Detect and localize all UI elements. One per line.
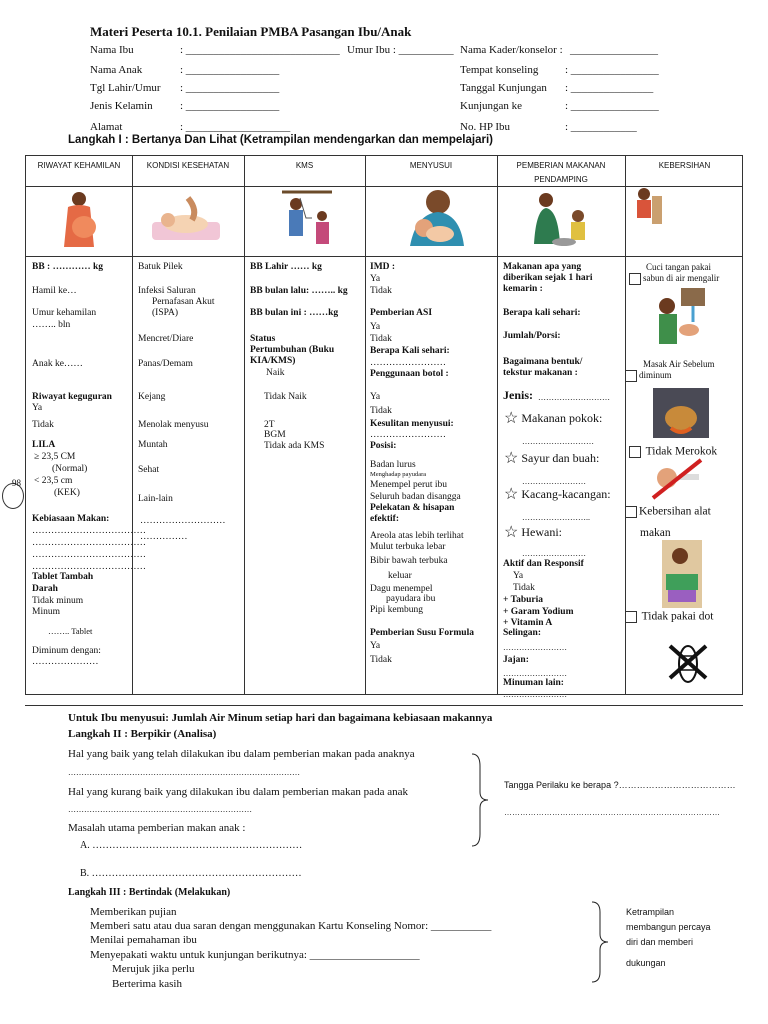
c5-aktif-tidak: Tidak (513, 583, 535, 593)
c6-masak-1: Masak Air Sebelum (643, 359, 715, 369)
ketrampilan-line-3: diri dan memberi (626, 937, 694, 947)
c3-bb-lahir: BB Lahir …… kg (250, 262, 322, 272)
c5-makanan-apa: Makanan apa yang (503, 262, 582, 272)
col-header-kondisi: KONDISI KESEHATAN (146, 161, 230, 170)
c5-taburia: + Taburia (503, 595, 544, 605)
c3-status: Status (250, 334, 276, 344)
c4-menempel: Menempel perut ibu (370, 480, 448, 490)
step3-item-3: Menilai pemahaman ibu (90, 934, 197, 946)
star-icon: ☆ (504, 486, 519, 503)
c1-minum: Minum (32, 607, 60, 617)
ketrampilan-note (626, 905, 711, 971)
col-header-kebersihan: KEBERSIHAN (658, 161, 711, 170)
c5-jenis-dots[interactable]: ……………………… (538, 393, 610, 402)
tidak-pakai-dot-checkbox[interactable] (625, 611, 637, 623)
label-alamat: Alamat (90, 121, 123, 133)
field-tanggal-kunjungan[interactable]: : _______________ (565, 82, 654, 94)
c4-dagu: Dagu menempel (370, 584, 433, 594)
c1-lila-kek-range: < 23,5 cm (34, 476, 73, 486)
star-icon: ☆ (504, 450, 519, 467)
c5-sayur: Sayur dan buah: (521, 450, 600, 465)
c1-dots-2[interactable]: ……………………………… (32, 538, 146, 548)
c4-imd-ya: Ya (370, 274, 381, 284)
c1-dots-3[interactable]: ……………………………… (32, 550, 146, 560)
c4-pelekatan: Pelekatan & hisapan (370, 503, 455, 513)
no-pacifier-icon (668, 640, 708, 686)
c4-pipi: Pipi kembung (370, 605, 424, 615)
field-kunjungan-ke[interactable]: : ________________ (565, 100, 659, 112)
c1-normal: (Normal) (52, 464, 88, 474)
c1-dots-4[interactable]: ……………………………… (32, 562, 146, 572)
field-tgl-lahir[interactable]: : _________________ (180, 82, 280, 94)
c4-seluruh: Seluruh badan disangga (370, 492, 461, 502)
c5-garam: + Garam Yodium (503, 607, 574, 617)
c2-kejang: Kejang (138, 392, 166, 402)
step2-kurang: Hal yang kurang baik yang dilakukan ibu dalam pemberian makan pada anak (68, 786, 408, 798)
c4-badan-lurus: Badan lurus (370, 460, 416, 470)
c4-botol-tidak: Tidak (370, 406, 392, 416)
c4-formula-tidak: Tidak (370, 655, 392, 665)
label-nama-anak: Nama Anak (90, 64, 143, 76)
field-nama-ibu[interactable]: : ____________________________ (180, 44, 340, 56)
c5-selingan: Selingan: (503, 628, 542, 638)
label-nama-ibu: Nama Ibu (90, 44, 134, 56)
step3-item-2: Memberi satu atau dua saran dengan menggunakan Kartu Konseling Nomor: ___________ (90, 920, 492, 932)
c2-infeksi: Infeksi Saluran (138, 286, 196, 296)
step2-b[interactable]: B. ……………………………………………………… (80, 868, 302, 879)
c2-ispa: (ISPA) (152, 308, 179, 318)
c4-bibir: Bibir bawah terbuka (370, 556, 448, 566)
c1-umur-kehamilan: Umur kehamilan (32, 308, 97, 318)
c4-menghadap: Menghadap payudara (370, 471, 427, 478)
c1-diminum-dots[interactable]: ………………… (32, 657, 99, 667)
c1-bb: BB : ………… kg (32, 262, 103, 272)
c5-hewani: Hewani: (521, 524, 562, 539)
c5-bagaimana: Bagaimana bentuk/ (503, 357, 583, 367)
field-nama-kader[interactable]: ________________ (570, 44, 658, 56)
c5-hewani-row (504, 526, 562, 540)
weighing-child-illustration (276, 188, 336, 250)
step3-item-4: Menyepakati waktu untuk kunjungan berikutnya: ____________________ (90, 949, 420, 961)
c1-kek: (KEK) (54, 488, 80, 498)
c6-masak-2: diminum (639, 370, 672, 381)
feeding-child-illustration (526, 188, 602, 250)
c5-sayur-dots[interactable]: …………………… (522, 477, 586, 486)
label-tgl-lahir: Tgl Lahir/Umur (90, 82, 161, 94)
right-brace-2 (470, 752, 490, 848)
c6-cuci-1: Cuci tangan pakai (646, 262, 711, 272)
c5-kemarin: kemarin : (503, 284, 543, 294)
c4-imd-tidak: Tidak (370, 286, 392, 296)
c4-botol-ya: Ya (370, 392, 381, 402)
step2-baik: Hal yang baik yang telah dilakukan ibu dalam pemberian makan pada anaknya (68, 748, 415, 760)
cuci-tangan-checkbox[interactable] (629, 273, 641, 285)
c1-riwayat-keguguran: Riwayat keguguran (32, 392, 112, 402)
c5-diberikan: diberikan sejak 1 hari (503, 273, 593, 283)
c4-berapa-kali: Berapa Kali sehari: (370, 346, 450, 356)
c5-minuman-dots[interactable]: …………………… (503, 690, 567, 699)
step2-title: Langkah II : Berpikir (Analisa) (68, 728, 217, 740)
col-header-kms: KMS (295, 161, 314, 170)
step2-masalah: Masalah utama pemberian makan anak : (68, 822, 246, 834)
c5-vitamin: + Vitamin A (503, 618, 553, 628)
star-icon: ☆ (504, 410, 519, 427)
c5-jajan-dots[interactable]: …………………… (503, 669, 567, 678)
field-umur-ibu[interactable]: Umur Ibu : __________ (347, 44, 454, 56)
kebersihan-alat-checkbox[interactable] (625, 506, 637, 518)
c5-jajan: Jajan: (503, 655, 529, 665)
c6-cuci-row (629, 273, 719, 285)
c4-posisi: Posisi: (370, 441, 397, 451)
c1-hamil: Hamil ke… (32, 286, 77, 296)
c4-payudara-ibu: payudara ibu (386, 594, 436, 604)
breastfeeding-illustration (402, 186, 466, 252)
c3-pertumbuhan: Pertumbuhan (Buku (250, 345, 335, 355)
field-jenis-kelamin[interactable]: : _________________ (180, 100, 280, 112)
c6-alat-2: makan (640, 527, 671, 539)
c6-rokok-row (629, 446, 717, 458)
c4-formula-ya: Ya (370, 641, 381, 651)
c1-dots-1[interactable]: ……………………………… (32, 526, 146, 536)
c4-botol: Penggunaan botol : (370, 369, 449, 379)
step2-kurang-dots[interactable]: …………………………………………………………… (68, 805, 252, 814)
c4-asi-tidak: Tidak (370, 334, 392, 344)
ketrampilan-line-2: membangun percaya (626, 922, 711, 932)
handwashing-water-illustration (651, 288, 709, 356)
c1-anak-ke: Anak ke…… (32, 359, 83, 369)
margin-number: 98 (12, 478, 21, 488)
col-header-menyusui: MENYUSUI (409, 161, 453, 170)
c5-makanan-pokok: Makanan pokok: (521, 410, 603, 425)
c5-jenis: Jenis: (503, 388, 533, 402)
step3-item-1: Memberikan pujian (90, 906, 177, 918)
star-icon: ☆ (504, 524, 519, 541)
c1-tablet: Tablet Tambah (32, 572, 94, 582)
c1-tidak-minum: Tidak minum (32, 596, 84, 606)
c4-keluar: keluar (388, 571, 412, 581)
c5-hewani-dots[interactable]: …………………… (522, 549, 586, 558)
c4-pemberian-asi: Pemberian ASI (370, 308, 433, 318)
c1-umur-bln: …….. bln (32, 320, 71, 330)
c6-masak-row (625, 370, 672, 382)
c5-sayur-row (504, 452, 599, 466)
c2-mencret: Mencret/Diare (138, 334, 194, 344)
tidak-merokok-checkbox[interactable] (629, 446, 641, 458)
c4-kesulitan-dots[interactable]: …………………… (370, 430, 446, 440)
c6-alat-1: Kebersihan alat (639, 505, 711, 518)
label-tempat-konseling: Tempat konseling (460, 64, 539, 76)
c2-batuk: Batuk Pilek (138, 262, 183, 272)
step3-item-5: Merujuk jika perlu (112, 963, 195, 975)
masak-air-checkbox[interactable] (625, 370, 637, 382)
step2-baik-dots[interactable]: …………………………………………………………………………… (68, 768, 300, 777)
c5-minuman: Minuman lain: (503, 678, 564, 688)
c6-cuci-2: sabun di air mengalir (643, 273, 720, 284)
c5-tekstur: tekstur makanan : (503, 368, 578, 378)
c5-kacang-dots[interactable]: …………………….. (522, 513, 590, 522)
ketrampilan-line-4: dukungan (626, 958, 666, 968)
handwashing-illustration (632, 186, 666, 230)
c6-rokok: Tidak Merokok (645, 445, 718, 458)
boiling-water-illustration (653, 388, 709, 438)
clean-utensils-illustration (660, 540, 704, 608)
label-tanggal-kunjungan: Tanggal Kunjungan (460, 82, 547, 94)
c3-bgm: BGM (264, 430, 286, 440)
c2-lain: Lain-lain (138, 494, 173, 504)
c1-tablet-count[interactable]: …….. Tablet (48, 626, 93, 636)
c1-lila-normal-range: ≥ 23,5 CM (34, 452, 76, 462)
c4-mulut: Mulut terbuka lebar (370, 542, 446, 552)
no-smoking-illustration (651, 458, 703, 500)
c5-selingan-dots[interactable]: …………………… (503, 643, 567, 652)
field-tempat-konseling[interactable]: : ________________ (565, 64, 659, 76)
c4-efektif: efektif: (370, 514, 400, 524)
c1-lila: LILA (32, 440, 56, 450)
sick-baby-illustration (148, 194, 224, 246)
c2-dots-2[interactable]: …………… (140, 532, 188, 542)
label-jenis-kelamin: Jenis Kelamin (90, 100, 153, 112)
field-no-hp[interactable]: : ____________ (565, 121, 637, 133)
c4-areola: Areola atas lebih terlihat (370, 531, 464, 541)
c2-dots-1[interactable]: ……………………… (140, 516, 226, 526)
assessment-table (25, 155, 743, 699)
step3-item-6: Berterima kasih (112, 978, 182, 990)
step1-title: Langkah I : Bertanya Dan Lihat (Ketrampilan mendengarkan dan mempelajari) (68, 134, 493, 146)
ketrampilan-line-1: Ketrampilan (626, 907, 675, 917)
c3-bb-ini: BB bulan ini : ……kg (250, 308, 339, 318)
col-header-makanan: PEMBERIAN MAKANAN PENDAMPING (516, 161, 606, 184)
tangga-perilaku[interactable]: Tangga Perilaku ke berapa ?………………………………… (504, 780, 736, 790)
c4-imd: IMD : (370, 262, 396, 272)
c1-diminum-dengan: Diminum dengan: (32, 646, 101, 656)
c3-2t: 2T (264, 420, 275, 430)
page-title: Materi Peserta 10.1. Penilaian PMBA Pasangan Ibu/Anak (90, 24, 412, 39)
c1-tidak: Tidak (32, 420, 54, 430)
c6-dot: Tidak pakai dot (641, 610, 714, 623)
c3-tidak-ada-kms: Tidak ada KMS (264, 441, 325, 451)
ibu-menyusui-title: Untuk Ibu menyusui: Jumlah Air Minum setiap hari dan bagaimana kebiasaan makannya (68, 712, 493, 724)
c1-ya: Ya (32, 403, 43, 413)
label-nama-kader: Nama Kader/konselor : (460, 44, 563, 56)
label-no-hp: No. HP Ibu (460, 121, 511, 133)
c3-tidak-naik: Tidak Naik (264, 392, 307, 402)
field-nama-anak[interactable]: : _________________ (180, 64, 280, 76)
c6-dot-row (625, 611, 713, 623)
c4-berapa-dots[interactable]: …………………… (370, 358, 446, 368)
c5-kacang: Kacang-kacangan: (521, 486, 611, 501)
c5-aktif-ya: Ya (513, 571, 524, 581)
c5-berapa-kali: Berapa kali sehari: (503, 308, 581, 318)
section-divider (25, 705, 743, 706)
step3-title: Langkah III : Bertindak (Melakukan) (68, 887, 231, 898)
c4-asi-ya: Ya (370, 322, 381, 332)
field-alamat[interactable]: : ___________________ (180, 121, 291, 133)
c5-mp-dots[interactable]: ……………………… (522, 437, 594, 446)
c3-kia: KIA/KMS) (250, 356, 296, 366)
step2-a[interactable]: A. ……………………………………………………… (80, 840, 303, 851)
c6-alat-row (625, 506, 711, 518)
c3-bb-lalu: BB bulan lalu: …….. kg (250, 286, 348, 296)
pregnant-woman-illustration (56, 189, 102, 251)
c2-pernafasan: Pernafasan Akut (152, 297, 215, 307)
c2-sehat: Sehat (138, 465, 160, 475)
c4-susu-formula: Pemberian Susu Formula (370, 628, 474, 638)
tangga-dots[interactable]: ……………………………………………………………………… (504, 808, 720, 817)
c4-kesulitan: Kesulitan menyusui: (370, 419, 454, 429)
c2-muntah: Muntah (138, 440, 168, 450)
c3-naik: Naik (266, 368, 285, 378)
right-brace-3 (590, 900, 610, 984)
label-kunjungan-ke: Kunjungan ke (460, 100, 523, 112)
c5-jumlah: Jumlah/Porsi: (503, 331, 561, 341)
c1-kebiasaan-makan: Kebiasaan Makan: (32, 514, 110, 524)
c1-darah: Darah (32, 584, 58, 594)
c5-kacang-row (504, 488, 611, 502)
c2-panas: Panas/Demam (138, 359, 193, 369)
col-header-riwayat: RIWAYAT KEHAMILAN (37, 161, 121, 170)
c5-makanan-pokok-row (504, 412, 602, 426)
c2-menolak: Menolak menyusu (138, 420, 209, 430)
c5-aktif: Aktif dan Responsif (503, 559, 584, 569)
